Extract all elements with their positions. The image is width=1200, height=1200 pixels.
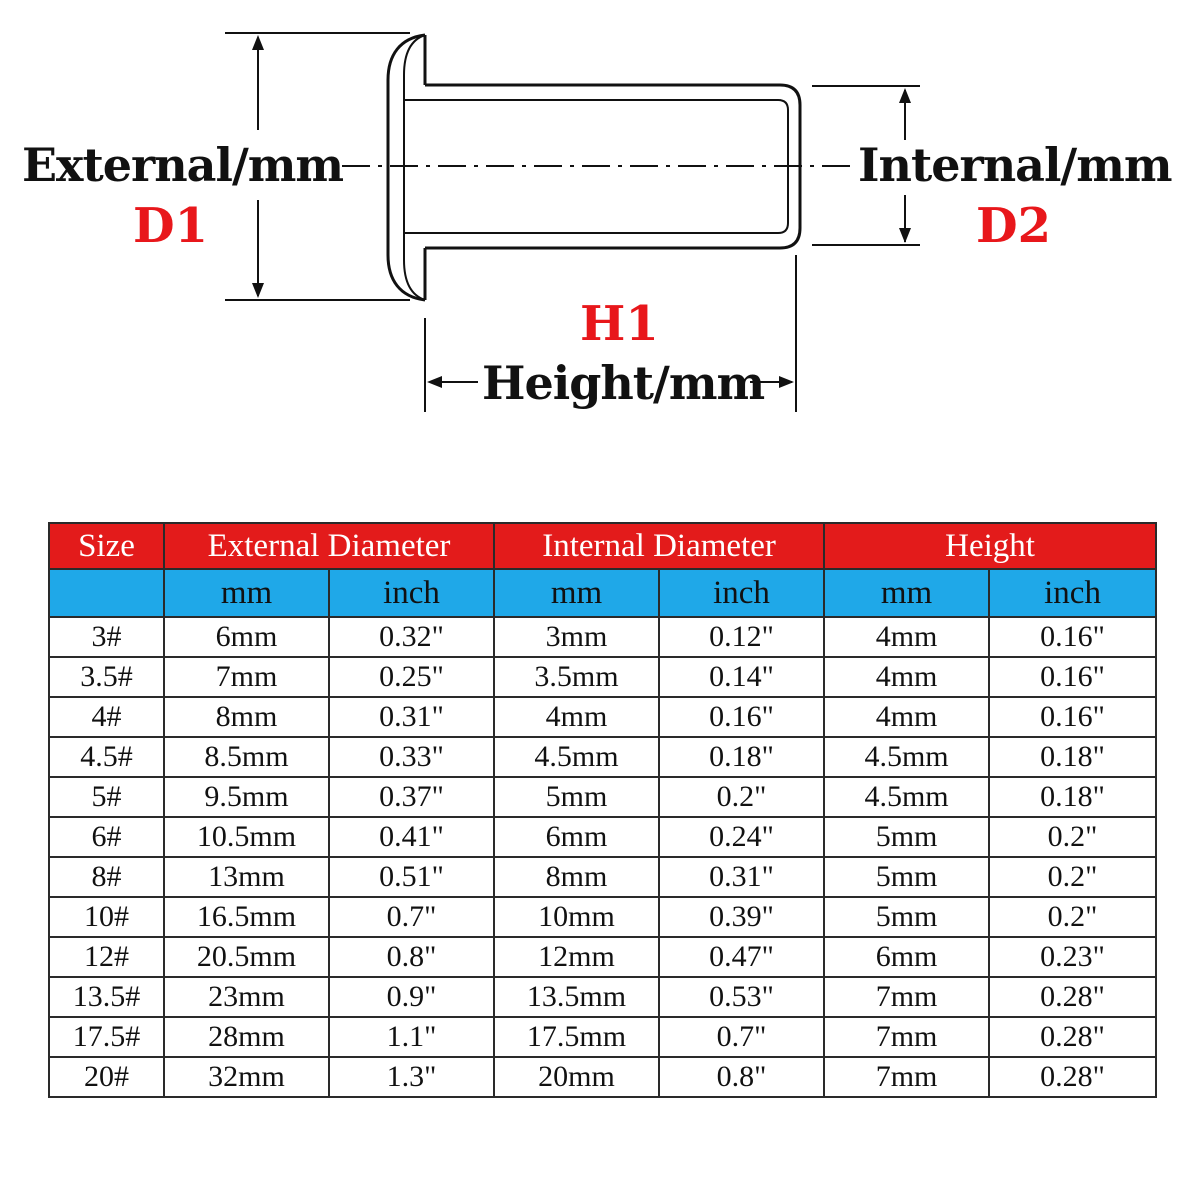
- cell-height-mm: 4mm: [824, 697, 989, 737]
- header-external-diameter: External Diameter: [164, 523, 494, 569]
- cell-internal-mm: 3mm: [494, 617, 659, 657]
- cell-size: 3.5#: [49, 657, 164, 697]
- header-size: Size: [49, 523, 164, 569]
- header-external-inch: inch: [329, 569, 494, 617]
- cell-external-inch: 0.37": [329, 777, 494, 817]
- cell-internal-inch: 0.47": [659, 937, 824, 977]
- cell-internal-mm: 8mm: [494, 857, 659, 897]
- cell-external-mm: 28mm: [164, 1017, 329, 1057]
- flange-outer-curve: [388, 35, 425, 300]
- cell-internal-inch: 0.24": [659, 817, 824, 857]
- cell-external-inch: 0.25": [329, 657, 494, 697]
- cell-size: 13.5#: [49, 977, 164, 1017]
- cell-internal-inch: 0.8": [659, 1057, 824, 1097]
- h1-label: H1: [580, 296, 659, 352]
- cell-internal-mm: 10mm: [494, 897, 659, 937]
- cell-external-mm: 23mm: [164, 977, 329, 1017]
- cell-external-inch: 0.51": [329, 857, 494, 897]
- cell-internal-inch: 0.12": [659, 617, 824, 657]
- cell-height-mm: 6mm: [824, 937, 989, 977]
- shank-bottom-inner: [404, 223, 788, 233]
- cell-height-inch: 0.28": [989, 977, 1156, 1017]
- table-row: [49, 777, 1156, 817]
- cell-internal-inch: 0.16": [659, 697, 824, 737]
- cell-height-mm: 4.5mm: [824, 737, 989, 777]
- internal-label: Internal/mm: [858, 138, 1172, 192]
- table-row: [49, 617, 1156, 657]
- cell-height-mm: 4mm: [824, 617, 989, 657]
- cell-external-mm: 9.5mm: [164, 777, 329, 817]
- cell-size: 8#: [49, 857, 164, 897]
- cell-size: 3#: [49, 617, 164, 657]
- table-row: [49, 737, 1156, 777]
- cell-external-mm: 7mm: [164, 657, 329, 697]
- header-external-mm: mm: [164, 569, 329, 617]
- d2-arrow-top: [899, 88, 911, 103]
- table-row: [49, 857, 1156, 897]
- d1-arrow-bottom: [252, 283, 264, 298]
- shank-top-inner: [404, 100, 788, 110]
- size-specification-table: [48, 522, 1157, 1098]
- header-internal-diameter: Internal Diameter: [494, 523, 824, 569]
- cell-external-inch: 0.8": [329, 937, 494, 977]
- cell-external-inch: 0.9": [329, 977, 494, 1017]
- table-row: [49, 697, 1156, 737]
- cell-internal-mm: 20mm: [494, 1057, 659, 1097]
- cell-internal-mm: 6mm: [494, 817, 659, 857]
- cell-internal-inch: 0.53": [659, 977, 824, 1017]
- table-row: [49, 657, 1156, 697]
- cell-height-inch: 0.16": [989, 657, 1156, 697]
- table-body: [49, 617, 1156, 1097]
- cell-height-inch: 0.2": [989, 897, 1156, 937]
- cell-height-inch: 0.23": [989, 937, 1156, 977]
- cell-external-inch: 0.7": [329, 897, 494, 937]
- cell-internal-mm: 4mm: [494, 697, 659, 737]
- cell-internal-inch: 0.14": [659, 657, 824, 697]
- cell-internal-mm: 12mm: [494, 937, 659, 977]
- cell-height-mm: 7mm: [824, 1057, 989, 1097]
- cell-size: 10#: [49, 897, 164, 937]
- cell-size: 5#: [49, 777, 164, 817]
- cell-size: 4.5#: [49, 737, 164, 777]
- cell-height-mm: 4mm: [824, 657, 989, 697]
- d2-label: D2: [976, 198, 1052, 254]
- cell-external-mm: 8mm: [164, 697, 329, 737]
- cell-height-inch: 0.28": [989, 1057, 1156, 1097]
- cell-height-inch: 0.28": [989, 1017, 1156, 1057]
- cell-internal-inch: 0.7": [659, 1017, 824, 1057]
- group-header-row: [49, 523, 1156, 569]
- header-size-unit-blank: [49, 569, 164, 617]
- h1-arrow-left: [427, 376, 442, 388]
- d1-label: D1: [133, 198, 209, 254]
- cell-external-inch: 0.41": [329, 817, 494, 857]
- header-internal-mm: mm: [494, 569, 659, 617]
- cell-internal-mm: 13.5mm: [494, 977, 659, 1017]
- external-label: External/mm: [22, 138, 344, 192]
- cell-internal-mm: 5mm: [494, 777, 659, 817]
- table-row: [49, 817, 1156, 857]
- table-row: [49, 937, 1156, 977]
- cell-external-mm: 13mm: [164, 857, 329, 897]
- d2-arrow-bottom: [899, 228, 911, 243]
- header-internal-inch: inch: [659, 569, 824, 617]
- header-height: Height: [824, 523, 1156, 569]
- cell-height-inch: 0.18": [989, 737, 1156, 777]
- table-row: [49, 897, 1156, 937]
- cell-height-mm: 4.5mm: [824, 777, 989, 817]
- eyelet-diagram: [0, 0, 1200, 430]
- table-row: [49, 1057, 1156, 1097]
- table-row: [49, 1017, 1156, 1057]
- cell-internal-inch: 0.39": [659, 897, 824, 937]
- h1-arrow-right: [779, 376, 794, 388]
- cell-height-mm: 5mm: [824, 817, 989, 857]
- cell-size: 12#: [49, 937, 164, 977]
- d1-arrow-top: [252, 35, 264, 50]
- cell-size: 6#: [49, 817, 164, 857]
- unit-header-row: [49, 569, 1156, 617]
- cell-internal-inch: 0.2": [659, 777, 824, 817]
- shank-top-outer: [425, 85, 800, 105]
- cell-height-inch: 0.2": [989, 817, 1156, 857]
- cell-height-mm: 7mm: [824, 977, 989, 1017]
- cell-external-inch: 0.33": [329, 737, 494, 777]
- cell-internal-mm: 17.5mm: [494, 1017, 659, 1057]
- cell-height-mm: 5mm: [824, 897, 989, 937]
- cell-external-mm: 6mm: [164, 617, 329, 657]
- cell-external-mm: 8.5mm: [164, 737, 329, 777]
- cell-internal-inch: 0.31": [659, 857, 824, 897]
- cell-height-inch: 0.18": [989, 777, 1156, 817]
- cell-internal-inch: 0.18": [659, 737, 824, 777]
- table-row: [49, 977, 1156, 1017]
- cell-external-inch: 0.31": [329, 697, 494, 737]
- cell-external-mm: 10.5mm: [164, 817, 329, 857]
- cell-external-inch: 0.32": [329, 617, 494, 657]
- cell-internal-mm: 4.5mm: [494, 737, 659, 777]
- cell-size: 17.5#: [49, 1017, 164, 1057]
- shank-bottom-outer: [425, 228, 800, 248]
- cell-external-mm: 20.5mm: [164, 937, 329, 977]
- cell-internal-mm: 3.5mm: [494, 657, 659, 697]
- height-label: Height/mm: [482, 356, 765, 410]
- cell-size: 4#: [49, 697, 164, 737]
- cell-height-inch: 0.16": [989, 617, 1156, 657]
- cell-height-inch: 0.2": [989, 857, 1156, 897]
- cell-size: 20#: [49, 1057, 164, 1097]
- cell-height-inch: 0.16": [989, 697, 1156, 737]
- cell-height-mm: 5mm: [824, 857, 989, 897]
- cell-external-mm: 16.5mm: [164, 897, 329, 937]
- header-height-mm: mm: [824, 569, 989, 617]
- cell-height-mm: 7mm: [824, 1017, 989, 1057]
- cell-external-mm: 32mm: [164, 1057, 329, 1097]
- header-height-inch: inch: [989, 569, 1156, 617]
- cell-external-inch: 1.3": [329, 1057, 494, 1097]
- cell-external-inch: 1.1": [329, 1017, 494, 1057]
